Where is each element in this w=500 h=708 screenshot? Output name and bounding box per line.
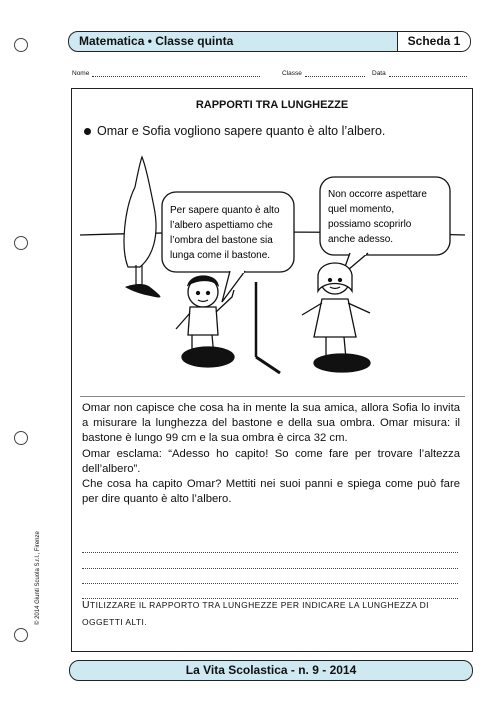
sofia-line-1: Non occorre aspettare [328, 189, 427, 200]
binder-hole [14, 38, 28, 52]
omar-line-1: Per sapere quanto è alto [170, 205, 280, 216]
sofia-line-4: anche adesso. [328, 234, 394, 245]
answer-line[interactable] [82, 583, 458, 584]
name-field[interactable] [72, 69, 260, 77]
omar-line-3: l’ombra del bastone sia [170, 235, 273, 246]
exercise-text [82, 401, 460, 507]
worksheet-title: RAPPORTI TRA LUNGHEZZE [195, 99, 349, 111]
teacher-note [82, 597, 460, 631]
footer-label: La Vita Scolastica - n. 9 - 2014 [185, 663, 357, 677]
copyright-text: © 2014 Giunti Scuola S.r.l., Firenze [35, 531, 41, 625]
sofia-speech-bubble [320, 177, 450, 275]
worksheet-frame [71, 88, 473, 652]
class-label: Classe [282, 70, 302, 77]
footer-bar [69, 660, 473, 681]
omar-line-4: lunga come il bastone. [170, 250, 271, 261]
stick-icon [256, 282, 280, 373]
illustration [80, 147, 465, 397]
binder-hole [14, 236, 28, 250]
note-initial: U [82, 599, 90, 611]
header-bar [68, 31, 471, 52]
sheet-label: Scheda 1 [397, 32, 470, 51]
intro-line [84, 124, 385, 138]
binder-hole [14, 431, 28, 445]
note-text: TILIZZARE IL RAPPORTO TRA LUNGHEZZE PER INDICARE LA LUNGHEZZA DI OGGETTI ALTI. [82, 600, 429, 627]
bullet-icon [84, 128, 91, 135]
exercise-paragraph: Omar esclama: “Adesso ho capito! So come fare per trovare l’altezza dell’albero”. [82, 447, 460, 475]
sofia-line-3: possiamo scoprirlo [328, 219, 412, 230]
exercise-paragraph: Che cosa ha capito Omar? Mettiti nei suoi panni e spiega come può fare per dire quanto è alto l’albero. [82, 478, 460, 506]
tree-icon [124, 157, 160, 298]
date-field[interactable] [372, 69, 467, 77]
exercise-paragraph: Omar non capisce che cosa ha in mente la sua amica, allora Sofia lo invita a misurare la lunghezza del bastone e della sua ombra. Omar misura: il bastone è lungo 99 cm e la sua ombra è circa 32 cm. [82, 402, 460, 445]
answer-line[interactable] [82, 568, 458, 569]
sofia-figure [302, 263, 370, 372]
name-label: Nome [72, 70, 90, 77]
class-field[interactable] [282, 69, 365, 77]
binder-hole [14, 628, 28, 642]
student-fields [72, 69, 472, 81]
intro-text: Omar e Sofia vogliono sapere quanto è alto l’albero. [97, 124, 386, 138]
sofia-line-2: quel momento, [328, 204, 395, 215]
omar-speech-bubble [162, 192, 294, 302]
subject-label: Matematica • Classe quinta [79, 34, 234, 48]
answer-line[interactable] [82, 552, 458, 553]
date-label: Data [372, 70, 386, 77]
omar-line-2: l’albero aspettiamo che [170, 220, 273, 231]
